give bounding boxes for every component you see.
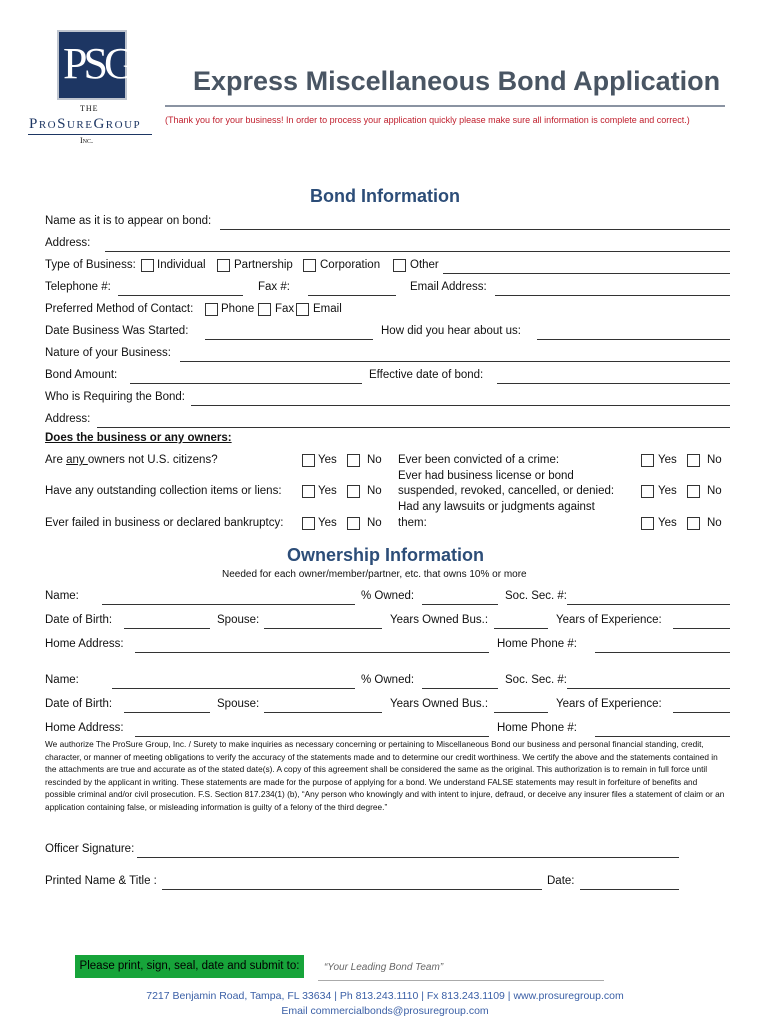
- partnership-label: Partnership: [234, 259, 293, 271]
- hear-about-field[interactable]: [537, 339, 730, 340]
- telephone-field[interactable]: [118, 295, 243, 296]
- address-field[interactable]: [105, 251, 730, 252]
- liens-yes-label: Yes: [318, 485, 337, 497]
- crime-no-checkbox[interactable]: [687, 454, 700, 467]
- date-label: Date:: [547, 875, 575, 887]
- liens-yes-checkbox[interactable]: [302, 485, 315, 498]
- owner2-years-exp-field[interactable]: [673, 712, 730, 713]
- lawsuits-no-checkbox[interactable]: [687, 517, 700, 530]
- owner1-home-phone-field[interactable]: [595, 652, 730, 653]
- date-field[interactable]: [580, 889, 679, 890]
- phone-checkbox[interactable]: [205, 303, 218, 316]
- owner1-years-bus-label: Years Owned Bus.:: [390, 614, 489, 626]
- owners-heading: Does the business or any owners:: [45, 432, 232, 444]
- crime-no-label: No: [707, 454, 722, 466]
- page-title: Express Miscellaneous Bond Application: [193, 66, 721, 96]
- owner2-dob-label: Date of Birth:: [45, 698, 113, 710]
- question-citizens: Are any owners not U.S. citizens?: [45, 454, 218, 466]
- owner2-name-label: Name:: [45, 674, 79, 686]
- owner1-name-label: Name:: [45, 590, 79, 602]
- fax-label: Fax #:: [258, 281, 290, 293]
- question-liens: Have any outstanding collection items or liens:: [45, 485, 282, 497]
- individual-label: Individual: [157, 259, 206, 271]
- effective-date-field[interactable]: [497, 383, 730, 384]
- address2-label: Address:: [45, 413, 91, 425]
- fax-checkbox[interactable]: [258, 303, 271, 316]
- logo-inc: Inc.: [80, 136, 93, 145]
- lawsuits-yes-label: Yes: [658, 517, 677, 529]
- liens-no-label: No: [367, 485, 382, 497]
- psg-logo: [57, 30, 132, 100]
- question-license-line2: suspended, revoked, cancelled, or denied:: [398, 485, 615, 497]
- owner1-years-bus-field[interactable]: [494, 628, 548, 629]
- date-started-field[interactable]: [205, 339, 373, 340]
- officer-signature-label: Officer Signature:: [45, 843, 135, 855]
- ownership-note: Needed for each owner/member/partner, etc. that owns 10% or more: [222, 569, 527, 580]
- email-option-label: Email: [313, 303, 342, 315]
- license-yes-checkbox[interactable]: [641, 485, 654, 498]
- contact-method-label: Preferred Method of Contact:: [45, 303, 194, 315]
- bond-amount-label: Bond Amount:: [45, 369, 118, 381]
- question-bankruptcy: Ever failed in business or declared bankruptcy:: [45, 517, 284, 529]
- other-field[interactable]: [443, 273, 730, 274]
- ownership-heading: Ownership Information: [287, 545, 485, 565]
- bankruptcy-no-checkbox[interactable]: [347, 517, 360, 530]
- corporation-label: Corporation: [320, 259, 381, 271]
- crime-yes-checkbox[interactable]: [641, 454, 654, 467]
- owner2-owned-label: % Owned:: [361, 674, 415, 686]
- other-checkbox[interactable]: [393, 259, 406, 272]
- email-field[interactable]: [495, 295, 730, 296]
- bankruptcy-yes-checkbox[interactable]: [302, 517, 315, 530]
- owner1-years-exp-label: Years of Experience:: [556, 614, 662, 626]
- address-label: Address:: [45, 237, 91, 249]
- owner2-soc-field[interactable]: [567, 688, 730, 689]
- owner1-years-exp-field[interactable]: [673, 628, 730, 629]
- owner1-dob-field[interactable]: [124, 628, 210, 629]
- email-checkbox[interactable]: [296, 303, 309, 316]
- owner1-home-phone-label: Home Phone #:: [497, 638, 577, 650]
- owner2-years-bus-field[interactable]: [494, 712, 548, 713]
- owner2-home-address-field[interactable]: [135, 736, 489, 737]
- printed-name-label: Printed Name & Title :: [45, 875, 157, 887]
- owner1-soc-field[interactable]: [567, 604, 730, 605]
- owner2-soc-label: Soc. Sec. #:: [505, 674, 568, 686]
- fax-field[interactable]: [308, 295, 396, 296]
- owner1-home-address-label: Home Address:: [45, 638, 124, 650]
- question-crime: Ever been convicted of a crime:: [398, 454, 560, 466]
- bond-name-label: Name as it is to appear on bond:: [45, 215, 212, 227]
- effective-date-label: Effective date of bond:: [369, 369, 484, 381]
- submit-banner: Please print, sign, seal, date and submit to:: [75, 955, 304, 978]
- phone-option-label: Phone: [221, 303, 255, 315]
- tagline: “Your Leading Bond Team”: [324, 962, 444, 973]
- license-yes-label: Yes: [658, 485, 677, 497]
- tagline-rule: [318, 980, 604, 981]
- crime-yes-label: Yes: [658, 454, 677, 466]
- page-subtitle: (Thank you for your business! In order to process your application quickly please make sure all information is complete and correct.): [165, 115, 690, 125]
- owner2-home-phone-label: Home Phone #:: [497, 722, 577, 734]
- owner1-owned-field[interactable]: [422, 604, 498, 605]
- citizens-yes-label: Yes: [318, 454, 337, 466]
- owner2-dob-field[interactable]: [124, 712, 210, 713]
- telephone-label: Telephone #:: [45, 281, 111, 293]
- owner1-soc-label: Soc. Sec. #:: [505, 590, 568, 602]
- owner2-name-field[interactable]: [112, 688, 355, 689]
- owner1-name-field[interactable]: [102, 604, 355, 605]
- requiring-label: Who is Requiring the Bond:: [45, 391, 185, 403]
- nature-field[interactable]: [180, 361, 730, 362]
- owner1-spouse-label: Spouse:: [217, 614, 260, 626]
- logo-rule: [28, 134, 152, 135]
- address2-field[interactable]: [97, 427, 730, 428]
- owner1-owned-label: % Owned:: [361, 590, 415, 602]
- question-lawsuits-line1: Had any lawsuits or judgments against: [398, 501, 595, 513]
- citizens-no-label: No: [367, 454, 382, 466]
- bankruptcy-yes-label: Yes: [318, 517, 337, 529]
- lawsuits-yes-checkbox[interactable]: [641, 517, 654, 530]
- date-started-label: Date Business Was Started:: [45, 325, 189, 337]
- bond-amount-field[interactable]: [130, 383, 362, 384]
- hear-about-label: How did you hear about us:: [381, 325, 522, 337]
- question-lawsuits-line2: them:: [398, 517, 427, 529]
- bankruptcy-no-label: No: [367, 517, 382, 529]
- bond-name-field[interactable]: [220, 229, 730, 230]
- requiring-field[interactable]: [191, 405, 730, 406]
- nature-label: Nature of your Business:: [45, 347, 171, 359]
- fax-option-label: Fax: [275, 303, 295, 315]
- citizens-no-checkbox[interactable]: [347, 454, 360, 467]
- individual-checkbox[interactable]: [141, 259, 154, 272]
- logo-the: THE: [80, 104, 99, 113]
- owner2-spouse-field[interactable]: [264, 712, 382, 713]
- footer-email[interactable]: Email commercialbonds@prosuregroup.com: [281, 1005, 489, 1017]
- other-label: Other: [410, 259, 439, 271]
- printed-name-field[interactable]: [162, 889, 542, 890]
- owner2-owned-field[interactable]: [422, 688, 498, 689]
- logo-letters: PSG: [63, 39, 132, 88]
- license-no-label: No: [707, 485, 722, 497]
- owner1-dob-label: Date of Birth:: [45, 614, 113, 626]
- footer-address: 7217 Benjamin Road, Tampa, FL 33634 | Ph 813.243.1110 | Fx 813.243.1109 | www.prosuregroup.com: [146, 990, 624, 1002]
- question-license-line1: Ever had business license or bond: [398, 470, 574, 482]
- owner2-spouse-label: Spouse:: [217, 698, 260, 710]
- title-rule: [165, 105, 725, 107]
- officer-signature-field[interactable]: [137, 857, 679, 858]
- citizens-yes-checkbox[interactable]: [302, 454, 315, 467]
- license-no-checkbox[interactable]: [687, 485, 700, 498]
- partnership-checkbox[interactable]: [217, 259, 230, 272]
- liens-no-checkbox[interactable]: [347, 485, 360, 498]
- email-label: Email Address:: [410, 281, 487, 293]
- owner1-home-address-field[interactable]: [135, 652, 489, 653]
- business-type-label: Type of Business:: [45, 259, 136, 271]
- authorization-text: We authorize The ProSure Group, Inc. / Surety to make inquiries as necessary concerning or pertaining to Miscellaneous Bond our business and personal financial standing, credit, character, or manner of meeting obligations to verify the accuracy of the statements made and to determine our credit worthiness. We certify the above and the statements contained in the attachments are true and accurate as of the stated date(s). A copy of this agreement shall be considered the same as the original. This authorization is to remain in full force until rescinded by the applicant in writing. These statements are made for the purpose of applying for a bond. We understand FALSE statements may result in forfeiture of benefits and possible criminal and/or civil prosecution. F.S. Section 817.234(1) (b), “Any person who knowingly and with intent to injure, defraud, or deceive any insurer files a statement of claim or an application containing false, or misleading information is guilty of a felony of the third degree.”: [45, 739, 725, 812]
- bond-info-heading: Bond Information: [310, 186, 460, 206]
- corporation-checkbox[interactable]: [303, 259, 316, 272]
- owner2-home-phone-field[interactable]: [595, 736, 730, 737]
- owner2-home-address-label: Home Address:: [45, 722, 124, 734]
- lawsuits-no-label: No: [707, 517, 722, 529]
- owner1-spouse-field[interactable]: [264, 628, 382, 629]
- owner2-years-exp-label: Years of Experience:: [556, 698, 662, 710]
- logo-company-name: ProSureGroup: [29, 116, 142, 132]
- owner2-years-bus-label: Years Owned Bus.:: [390, 698, 489, 710]
